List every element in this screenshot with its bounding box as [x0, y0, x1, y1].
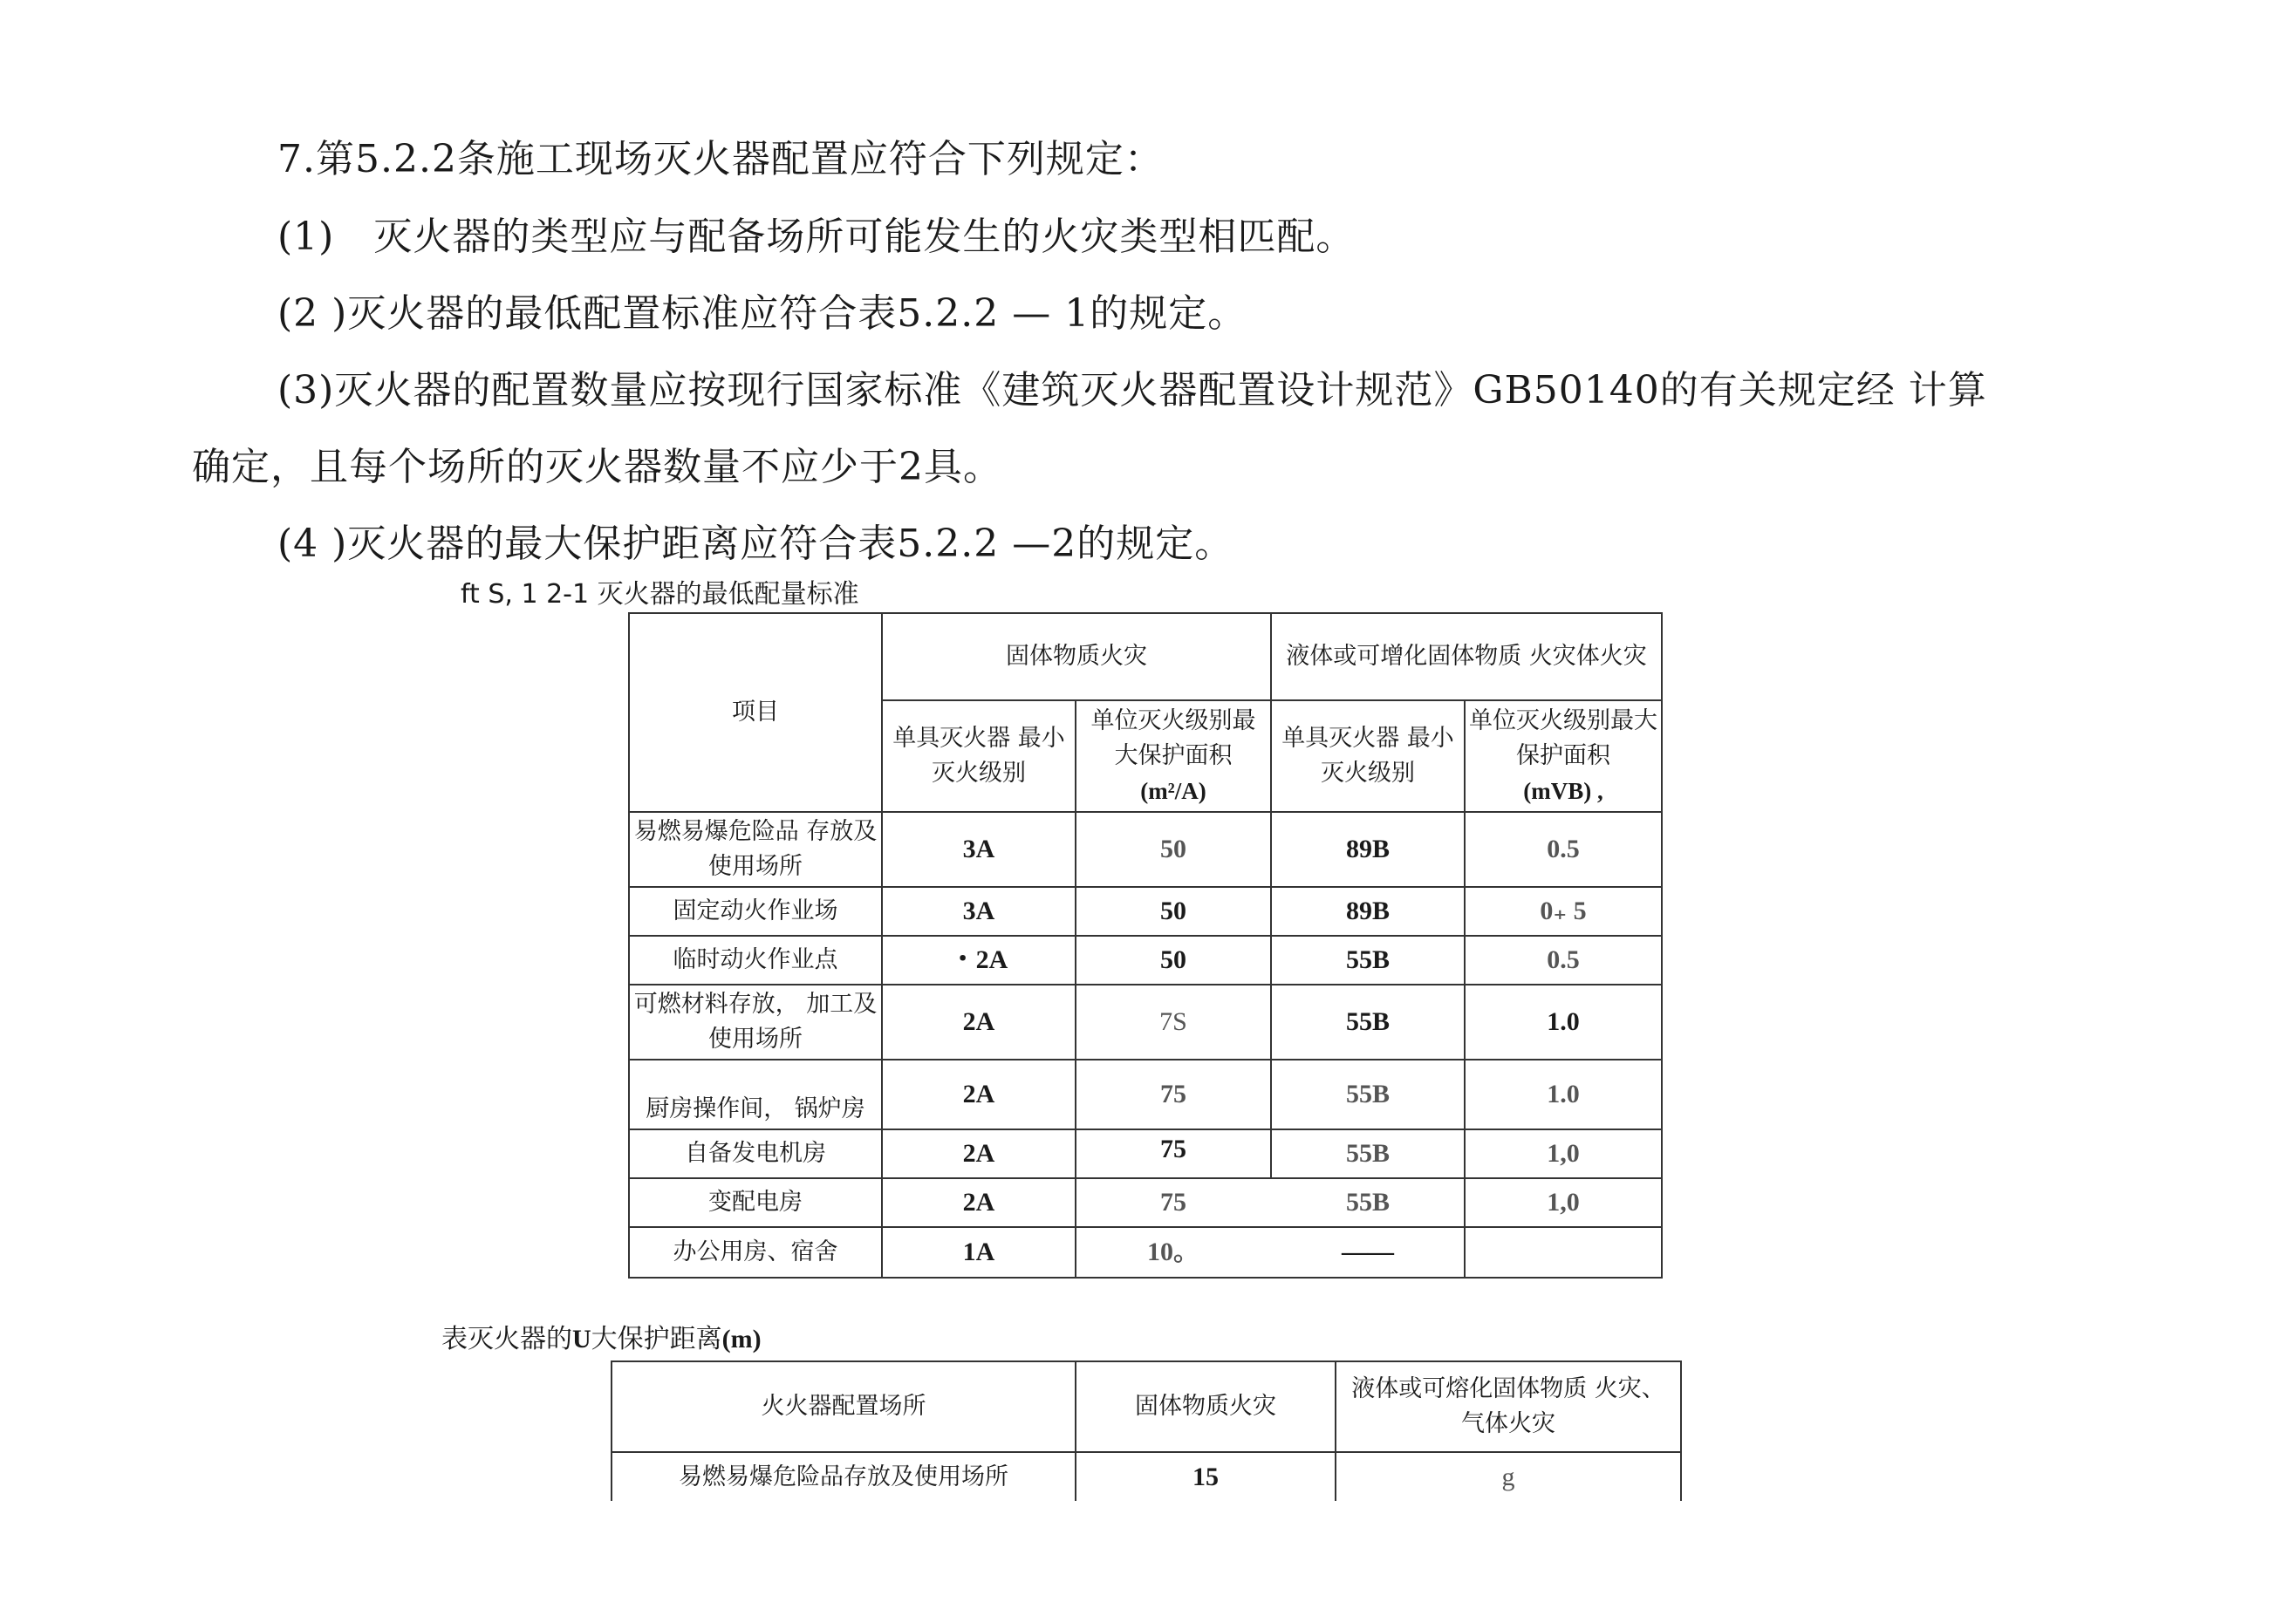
cell-liquid-level: 55B [1271, 1060, 1465, 1129]
cell-liquid-level: 55B [1271, 1129, 1465, 1178]
max-distance-table [611, 1360, 1682, 1501]
row-item: 变配电房 [629, 1178, 882, 1227]
header-liquid-area-label: 单位灭火级别最大保护面积 [1469, 706, 1657, 769]
cell-liquid-area: 1,0 [1465, 1178, 1662, 1227]
header-liquid-min-level: 单具灭火器 最小灭火级别 [1271, 700, 1465, 812]
header-liquid-group: 液体或可增化固体物质 火灾体火灾 [1271, 613, 1662, 700]
table1-caption-text: ft S, 1 2-1 灭火器的最低配量标准 [461, 579, 859, 610]
cell-solid-distance: 15 [1076, 1452, 1336, 1501]
cell-solid-level: 2A [882, 1178, 1076, 1227]
cell-solid-area: 75 [1076, 1129, 1271, 1178]
paragraph-item-3-line2: 确定，且每个场所的灭火器数量不应少于2具。 [192, 445, 1002, 489]
row-item: 厨房操作间， 锅炉房 [629, 1060, 882, 1129]
table2-caption-bold: U [572, 1325, 591, 1354]
row-item: 固定动火作业场 [629, 887, 882, 936]
cell-liquid-level: 55B [1271, 1178, 1465, 1227]
cell-liquid-area: 0₊ 5 [1465, 887, 1662, 936]
cell-solid-area: 10。 [1076, 1227, 1271, 1278]
min-config-table [628, 612, 1663, 1279]
table-row [629, 887, 1662, 936]
cell-liquid-distance: g [1336, 1452, 1681, 1501]
header-solid-min-level: 单具灭火器 最小灭火级别 [882, 700, 1076, 812]
cell-solid-area: 50 [1076, 812, 1271, 887]
cell-solid-area: 7S [1076, 985, 1271, 1060]
row-item: 可燃材料存放， 加工及使用场所 [629, 985, 882, 1060]
table-row [629, 1178, 1662, 1227]
cell-liquid-area: 0.5 [1465, 812, 1662, 887]
table2-caption-unit: (m) [721, 1325, 762, 1354]
cell-liquid-level: 89B [1271, 812, 1465, 887]
header-liquid-area-unit: (mVB) , [1523, 777, 1603, 804]
paragraph-item-3-line1: (3)灭火器的配置数量应按现行国家标准《建筑灭火器配置设计规范》GB50140的有关规定经 计算 [277, 368, 1987, 413]
cell-solid-level: 3A [882, 887, 1076, 936]
table2-caption-text2: 大保护距离 [591, 1324, 722, 1354]
row-place: 易燃易爆危险品存放及使用场所 [612, 1452, 1076, 1501]
header-liquid-area [1465, 700, 1662, 812]
cell-solid-area: 75 [1076, 1178, 1271, 1227]
table-row [612, 1452, 1681, 1501]
cell-solid-level: 1A [882, 1227, 1076, 1278]
cell-solid-level: 2A [882, 1129, 1076, 1178]
row-item: 自备发电机房 [629, 1129, 882, 1178]
table2-caption [441, 1322, 762, 1357]
cell-solid-level: ・2A [882, 936, 1076, 985]
cell-liquid-area: 1.0 [1465, 1060, 1662, 1129]
table2-caption-text: 表灭火器的 [441, 1324, 572, 1354]
header-solid-area [1076, 700, 1271, 812]
row-item: 临时动火作业点 [629, 936, 882, 985]
header-solid-area-unit: (m²/A) [1140, 777, 1206, 804]
paragraph-7: 7.第5.2.2条施工现场灭火器配置应符合下列规定： [277, 137, 1164, 181]
header-solid-group: 固体物质火灾 [882, 613, 1271, 700]
cell-liquid-level: —— [1271, 1227, 1465, 1278]
table-row [629, 936, 1662, 985]
cell-solid-level: 2A [882, 985, 1076, 1060]
cell-liquid-area: 0.5 [1465, 936, 1662, 985]
cell-solid-area: 50 [1076, 936, 1271, 985]
cell-liquid-level: 55B [1271, 936, 1465, 985]
table-row [629, 1227, 1662, 1278]
header-item: 项目 [629, 613, 882, 812]
cell-solid-level: 3A [882, 812, 1076, 887]
paragraph-item-1: (1) 灭火器的类型应与配备场所可能发生的火灾类型相匹配。 [277, 215, 1356, 259]
cell-liquid-area [1465, 1227, 1662, 1278]
row-item: 易燃易爆危险品 存放及使用场所 [629, 812, 882, 887]
paragraph-item-4: (4 )灭火器的最大保护距离应符合表5.2.2 —2的规定。 [277, 522, 1234, 566]
cell-solid-area: 75 [1076, 1060, 1271, 1129]
table-row [629, 1060, 1662, 1129]
table1-caption [461, 577, 859, 612]
header-solid: 固体物质火灾 [1076, 1361, 1336, 1452]
header-place: 火火器配置场所 [612, 1361, 1076, 1452]
cell-liquid-area: 1.0 [1465, 985, 1662, 1060]
paragraph-item-2: (2 )灭火器的最低配置标准应符合表5.2.2 — 1的规定。 [277, 291, 1247, 336]
header-liquid: 液体或可熔化固体物质 火灾、气体火灾 [1336, 1361, 1681, 1452]
cell-liquid-level: 55B [1271, 985, 1465, 1060]
cell-solid-area: 50 [1076, 887, 1271, 936]
cell-liquid-area: 1,0 [1465, 1129, 1662, 1178]
table-row [629, 1129, 1662, 1178]
header-solid-area-label: 单位灭火级别最大保护面积 [1090, 706, 1256, 769]
table-row [629, 985, 1662, 1060]
cell-liquid-level: 89B [1271, 887, 1465, 936]
cell-solid-level: 2A [882, 1060, 1076, 1129]
row-item: 办公用房、宿舍 [629, 1227, 882, 1278]
table-row [629, 812, 1662, 887]
